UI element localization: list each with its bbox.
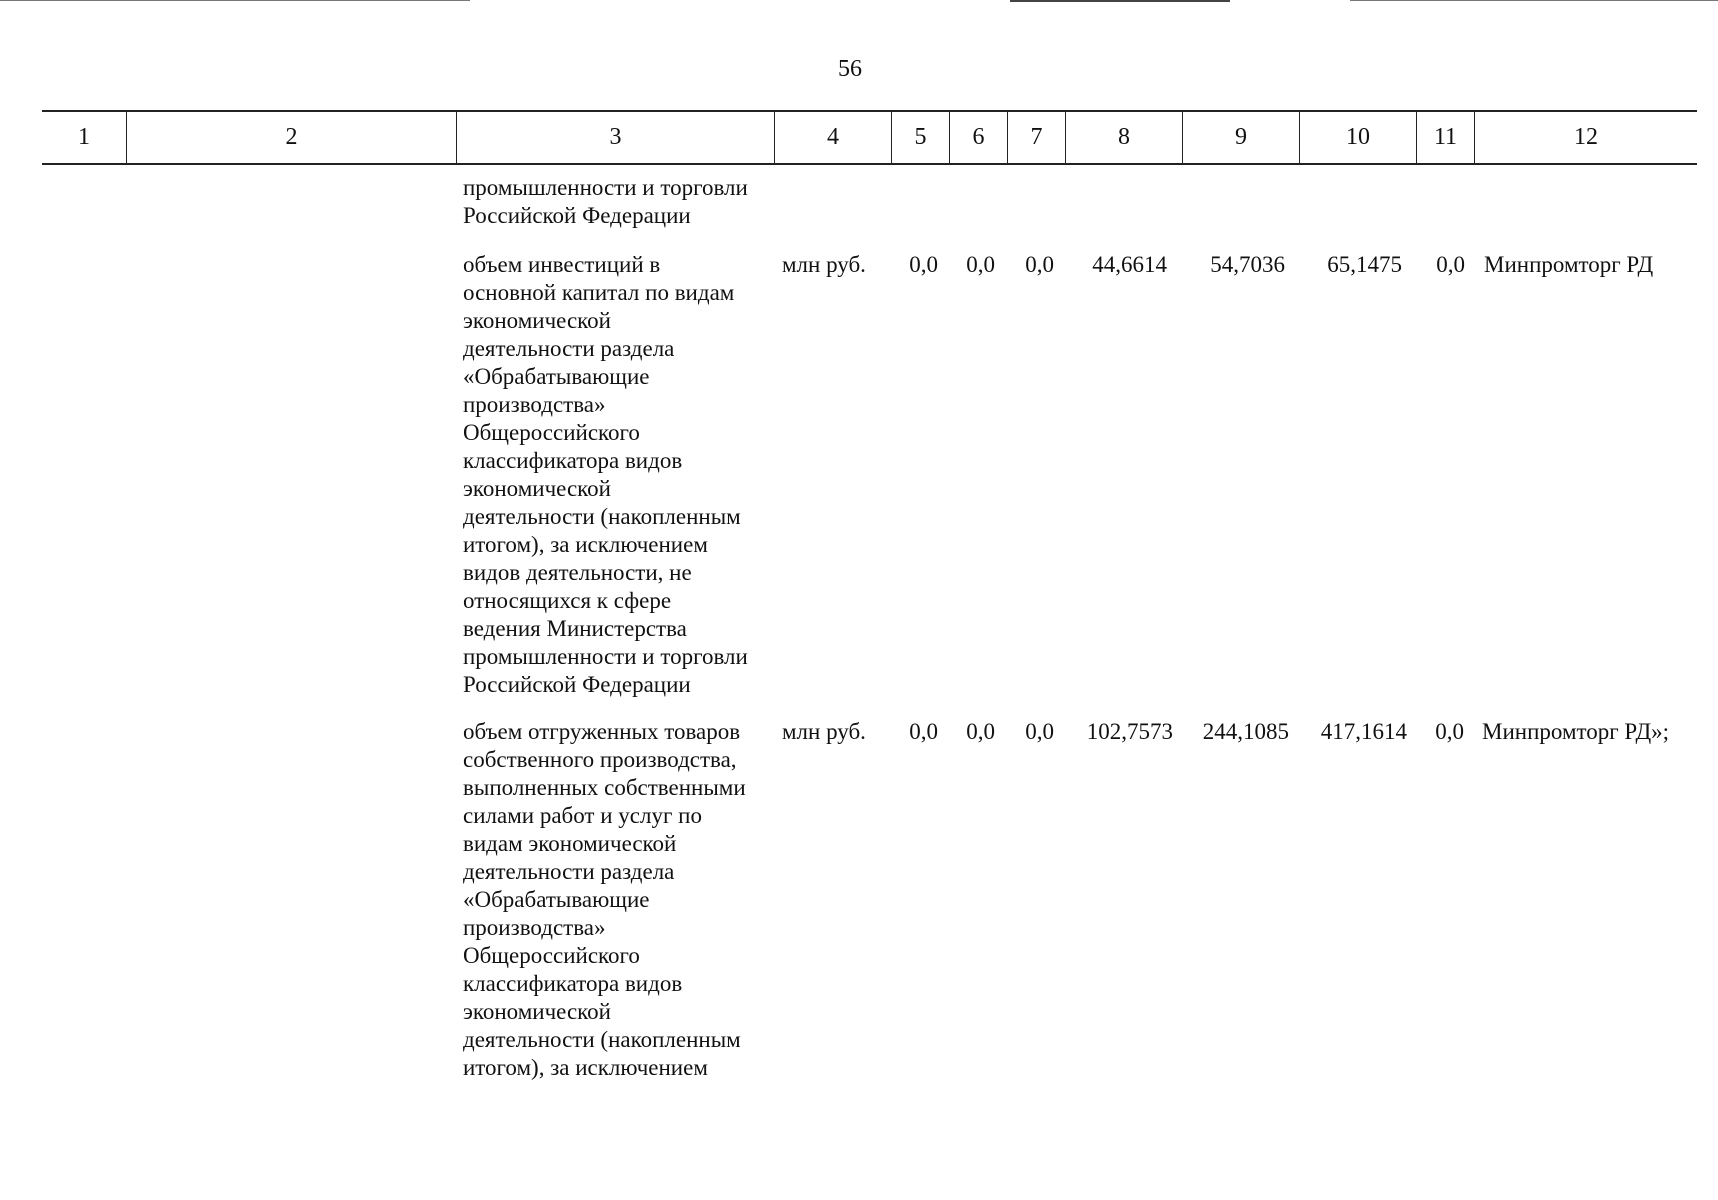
scan-edge-top-right xyxy=(1350,0,1718,1)
row-1-col-5: 0,0 xyxy=(909,252,938,277)
table-header xyxy=(42,110,1697,165)
row-1-unit: млн руб. xyxy=(782,252,866,277)
header-col-10: 10 xyxy=(1300,110,1417,165)
scan-edge-top-mid xyxy=(1010,0,1230,2)
row-1-col-8: 44,6614 xyxy=(1092,252,1167,277)
row-1-col-6: 0,0 xyxy=(966,252,995,277)
header-col-5: 5 xyxy=(892,110,950,165)
row-1-col-11: 0,0 xyxy=(1436,252,1465,277)
row-1-responsible: Минпромторг РД xyxy=(1484,252,1654,277)
row-2-col-6: 0,0 xyxy=(966,719,995,744)
header-col-11: 11 xyxy=(1417,110,1475,165)
row-2-col-9: 244,1085 xyxy=(1202,719,1289,744)
header-col-6: 6 xyxy=(950,110,1008,165)
header-col-2: 2 xyxy=(127,110,457,165)
header-col-8: 8 xyxy=(1066,110,1183,165)
row-0-indicator: промышленности и торговли Российской Федерации xyxy=(463,175,748,228)
row-2-col-11: 0,0 xyxy=(1435,719,1464,744)
header-col-1: 1 xyxy=(42,110,127,165)
scan-edge-top-left xyxy=(0,0,470,1)
page-number: 56 xyxy=(838,56,862,82)
header-col-3: 3 xyxy=(457,110,775,165)
row-2-responsible: Минпромторг РД»; xyxy=(1482,719,1670,744)
header-col-9: 9 xyxy=(1183,110,1300,165)
header-col-4: 4 xyxy=(775,110,892,165)
row-2-col-5: 0,0 xyxy=(909,719,938,744)
row-2-col-7: 0,0 xyxy=(1025,719,1054,744)
row-1-indicator: объем инвестиций в основной капитал по видам экономической деятельности раздела «Обрабатывающие производства» Общероссийского классификатора видов экономической деятельности (накопленным итогом), за исключением видов деятельности, не относящихся к сфере ведения Министерства промышленности и торговли Российской Федерации xyxy=(463,252,748,697)
header-col-12: 12 xyxy=(1574,124,1598,150)
row-1-col-7: 0,0 xyxy=(1025,252,1054,277)
header-col-7: 7 xyxy=(1008,110,1066,165)
row-1-col-9: 54,7036 xyxy=(1210,252,1285,277)
row-2-col-8: 102,7573 xyxy=(1086,719,1173,744)
header-bottom-rule xyxy=(42,163,1697,165)
row-1-col-10: 65,1475 xyxy=(1327,252,1402,277)
row-2-indicator: объем отгруженных товаров собственного производства, выполненных собственными силами работ и услуг по видам экономической деятельности раздела «Обрабатывающие производства» Общероссийского классификатора видов экономической деятельности (накопленным итогом), за исключением xyxy=(463,719,746,1080)
row-2-col-10: 417,1614 xyxy=(1320,719,1407,744)
row-2-unit: млн руб. xyxy=(782,719,866,744)
